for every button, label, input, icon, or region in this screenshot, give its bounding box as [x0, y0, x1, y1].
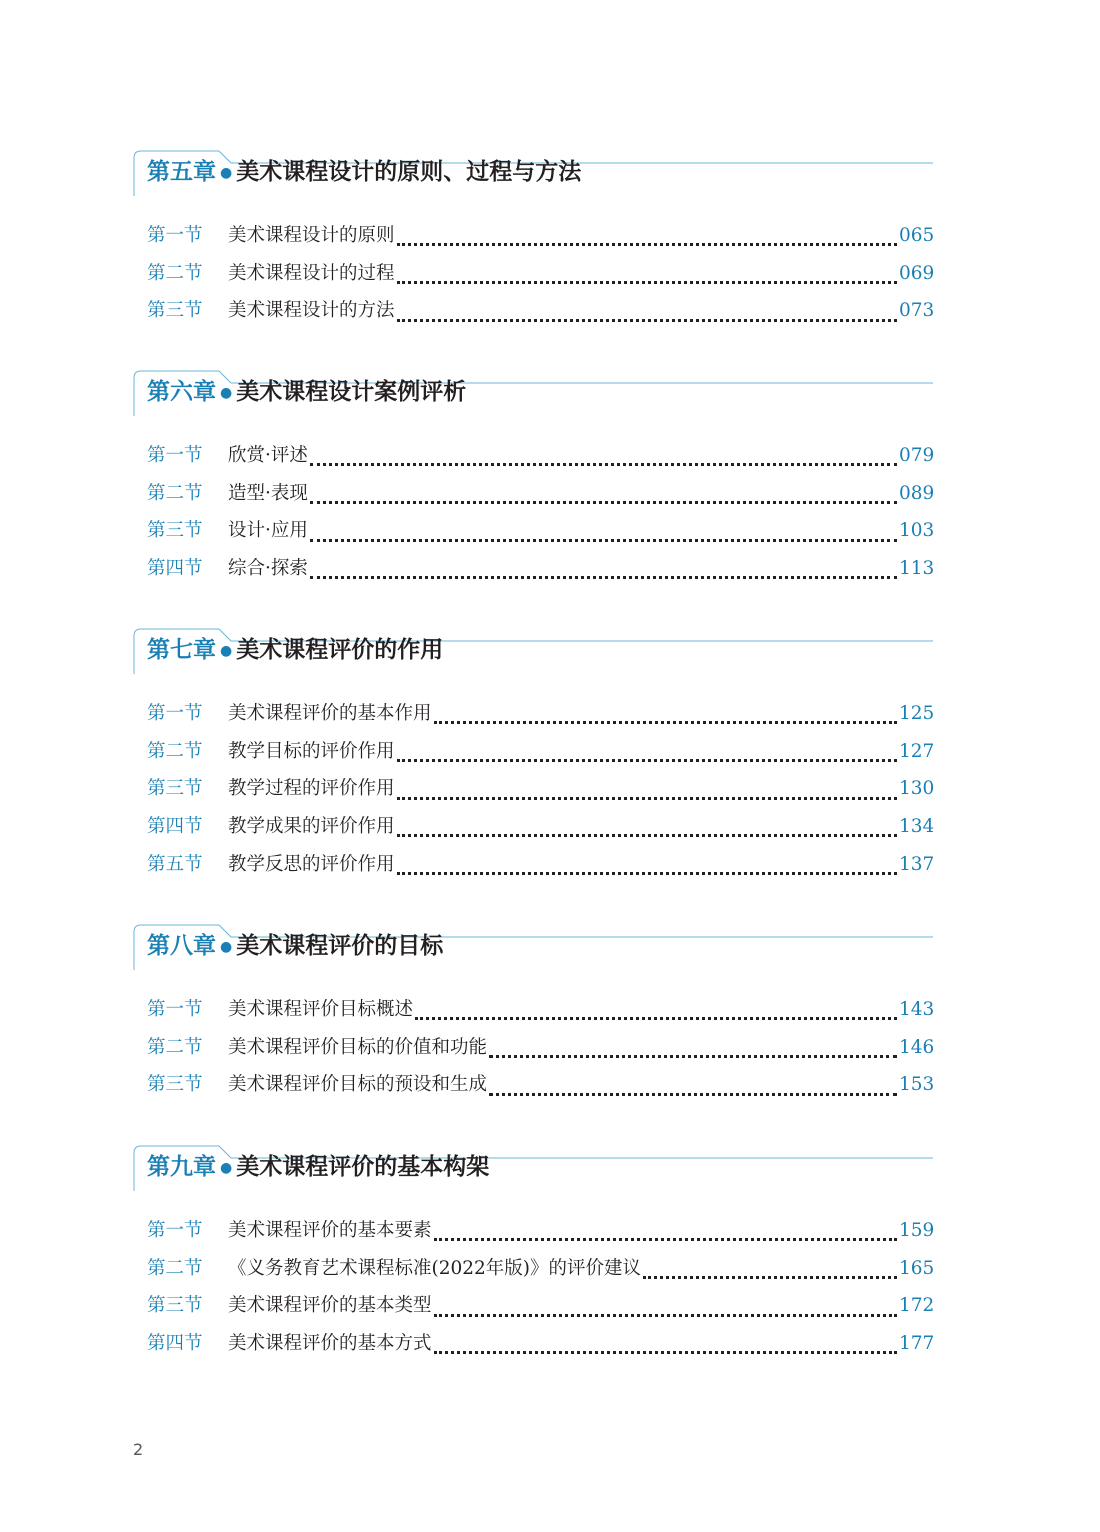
- section-label: 第四节: [147, 816, 203, 838]
- section-label: 第一节: [147, 703, 203, 724]
- page-ref: 073: [899, 300, 935, 322]
- page-ref: 146: [899, 1036, 935, 1058]
- section-title: 美术课程评价的基本方式: [228, 1333, 432, 1355]
- section-title: 《义务教育艺术课程标准(2022年版)》的评价建议: [228, 1257, 642, 1279]
- separator-dot-icon: ●: [220, 385, 233, 401]
- chapter-9: [133, 1145, 933, 1370]
- chapter-header: [133, 924, 933, 970]
- dot-leader: [397, 759, 897, 762]
- chapter-5: [133, 150, 933, 337]
- dot-leader: [434, 1351, 897, 1354]
- toc-entry[interactable]: [147, 998, 933, 1036]
- section-title: 教学成果的评价作用: [228, 816, 395, 838]
- chapter-name: 美术课程评价的基本构架: [236, 1154, 490, 1180]
- page-ref: 125: [899, 703, 935, 724]
- separator-dot-icon: ●: [220, 939, 233, 955]
- page-ref: 127: [899, 740, 935, 762]
- section-title: 美术课程设计的过程: [228, 262, 395, 284]
- dot-leader: [415, 1017, 897, 1020]
- section-label: 第二节: [147, 1257, 203, 1279]
- dot-leader: [397, 319, 897, 322]
- section-title: 美术课程设计的方法: [228, 300, 395, 322]
- toc-entry[interactable]: [147, 1332, 933, 1370]
- section-label: 第四节: [147, 558, 203, 580]
- section-label: 第一节: [147, 999, 203, 1020]
- chapter-header: [133, 628, 933, 674]
- section-title: 综合·探索: [228, 558, 308, 580]
- chapter-name: 美术课程评价的作用: [236, 637, 444, 663]
- chapter-name: 美术课程设计的原则、过程与方法: [236, 159, 582, 185]
- chapter-title: [147, 1151, 489, 1186]
- section-list: [133, 1219, 933, 1370]
- toc-entry[interactable]: [147, 482, 933, 520]
- chapter-8: [133, 924, 933, 1111]
- page-ref: 165: [899, 1257, 935, 1279]
- section-label: 第一节: [147, 225, 203, 246]
- section-title: 欣赏·评述: [228, 445, 308, 466]
- dot-leader: [310, 463, 897, 466]
- toc-entry[interactable]: [147, 557, 933, 595]
- section-list: [133, 702, 933, 890]
- section-title: 教学目标的评价作用: [228, 740, 395, 762]
- page-ref: 177: [899, 1333, 935, 1355]
- dot-leader: [434, 721, 897, 724]
- toc-entry[interactable]: [147, 702, 933, 740]
- page-ref: 143: [899, 999, 935, 1020]
- dot-leader: [397, 243, 897, 246]
- page-ref: 065: [899, 225, 935, 246]
- chapter-number: 第五章: [147, 159, 216, 185]
- section-title: 美术课程评价目标的预设和生成: [228, 1074, 488, 1096]
- section-label: 第三节: [147, 778, 203, 800]
- section-title: 美术课程设计的原则: [228, 225, 395, 246]
- section-title: 教学反思的评价作用: [228, 853, 395, 875]
- dot-leader: [434, 1314, 897, 1317]
- page-ref: 103: [899, 520, 935, 542]
- dot-leader: [397, 797, 897, 800]
- section-title: 造型·表现: [228, 482, 308, 504]
- section-title: 设计·应用: [228, 520, 308, 542]
- section-title: 美术课程评价的基本类型: [228, 1295, 432, 1317]
- chapter-number: 第八章: [147, 933, 216, 959]
- dot-leader: [489, 1093, 897, 1096]
- page-ref: 079: [899, 445, 935, 466]
- toc-entry[interactable]: [147, 1257, 933, 1295]
- chapter-header: [133, 1145, 933, 1191]
- page-ref: 137: [899, 853, 935, 875]
- dot-leader: [397, 834, 897, 837]
- toc-entry[interactable]: [147, 262, 933, 300]
- section-label: 第三节: [147, 1295, 203, 1317]
- toc-entry[interactable]: [147, 1219, 933, 1257]
- chapter-name: 美术课程设计案例评析: [236, 379, 467, 405]
- page-ref: 153: [899, 1074, 935, 1096]
- toc-entry[interactable]: [147, 224, 933, 262]
- page-ref: 134: [899, 816, 935, 838]
- page-ref: 159: [899, 1220, 935, 1241]
- section-title: 美术课程评价的基本要素: [228, 1220, 432, 1241]
- section-label: 第二节: [147, 482, 203, 504]
- separator-dot-icon: ●: [220, 643, 233, 659]
- page-ref: 172: [899, 1295, 935, 1317]
- section-title: 美术课程评价的基本作用: [228, 703, 432, 724]
- toc-entry[interactable]: [147, 815, 933, 853]
- toc-entry[interactable]: [147, 1294, 933, 1332]
- chapter-number: 第九章: [147, 1154, 216, 1180]
- separator-dot-icon: ●: [220, 165, 233, 181]
- page-ref: 089: [899, 482, 935, 504]
- toc-entry[interactable]: [147, 740, 933, 778]
- section-label: 第二节: [147, 262, 203, 284]
- chapter-7: [133, 628, 933, 890]
- section-label: 第三节: [147, 520, 203, 542]
- toc-entry[interactable]: [147, 519, 933, 557]
- toc-entry[interactable]: [147, 777, 933, 815]
- dot-leader: [310, 501, 897, 504]
- section-label: 第一节: [147, 1220, 203, 1241]
- section-title: 教学过程的评价作用: [228, 778, 395, 800]
- chapter-title: [147, 376, 466, 411]
- chapter-name: 美术课程评价的目标: [236, 933, 444, 959]
- page-number: 2: [133, 1440, 144, 1459]
- toc-entry[interactable]: [147, 299, 933, 337]
- dot-leader: [489, 1055, 897, 1058]
- toc-entry[interactable]: [147, 444, 933, 482]
- section-title: 美术课程评价目标概述: [228, 999, 414, 1020]
- chapter-title: [147, 930, 443, 965]
- chapter-title: [147, 156, 581, 191]
- chapter-header: [133, 150, 933, 196]
- section-list: [133, 998, 933, 1111]
- section-label: 第二节: [147, 1036, 203, 1058]
- chapter-title: [147, 634, 443, 669]
- dot-leader: [310, 576, 897, 579]
- section-label: 第二节: [147, 740, 203, 762]
- chapter-number: 第六章: [147, 379, 216, 405]
- section-list: [133, 224, 933, 337]
- section-label: 第一节: [147, 445, 203, 466]
- section-title: 美术课程评价目标的价值和功能: [228, 1036, 488, 1058]
- dot-leader: [434, 1238, 897, 1241]
- dot-leader: [397, 872, 897, 875]
- separator-dot-icon: ●: [220, 1160, 233, 1176]
- dot-leader: [310, 539, 897, 542]
- section-label: 第四节: [147, 1333, 203, 1355]
- chapter-header: [133, 370, 933, 416]
- section-label: 第三节: [147, 300, 203, 322]
- chapter-number: 第七章: [147, 637, 216, 663]
- section-label: 第三节: [147, 1074, 203, 1096]
- section-label: 第五节: [147, 853, 203, 875]
- toc-entry[interactable]: [147, 853, 933, 891]
- page-ref: 113: [899, 558, 935, 580]
- toc-entry[interactable]: [147, 1073, 933, 1111]
- section-list: [133, 444, 933, 595]
- page-ref: 069: [899, 262, 935, 284]
- page-ref: 130: [899, 778, 935, 800]
- dot-leader: [397, 281, 897, 284]
- chapter-6: [133, 370, 933, 595]
- dot-leader: [643, 1276, 897, 1279]
- toc-entry[interactable]: [147, 1036, 933, 1074]
